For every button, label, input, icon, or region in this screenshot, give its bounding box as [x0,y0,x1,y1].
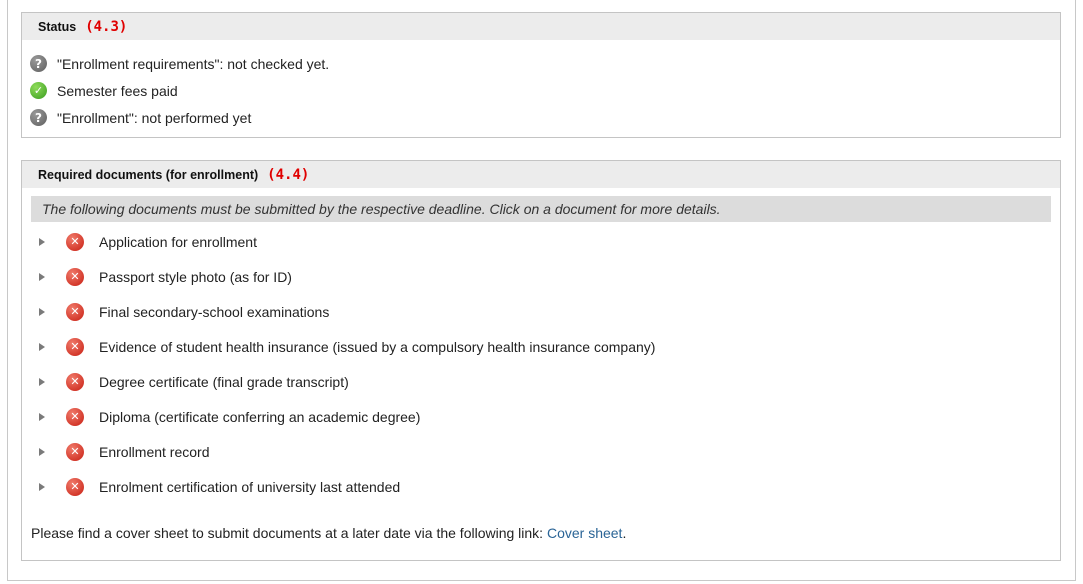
status-item-enrollment [30,104,1060,131]
document-row-enrollment-record[interactable] [22,434,1060,469]
document-label[interactable]: Application for enrollment [99,233,257,250]
document-row-enrolment-certification[interactable] [22,469,1060,504]
expand-arrow-icon[interactable] [39,413,45,421]
document-row-application[interactable] [22,224,1060,259]
expand-arrow-icon[interactable] [39,378,45,386]
document-label[interactable]: Diploma (certificate conferring an academic degree) [99,408,421,425]
status-panel-marker: (4.3) [85,18,128,35]
docs-hint: The following documents must be submitted by the respective deadline. Click on a document for more details. [31,196,1051,222]
required-documents-panel [21,160,1061,561]
cover-sheet-text [31,525,626,541]
check-icon: ✓ [30,82,47,99]
expand-arrow-icon[interactable] [39,273,45,281]
status-list [22,40,1060,131]
outer-frame-right [1075,0,1076,581]
status-item-label: "Enrollment requirements": not checked yet. [57,55,330,72]
status-panel-header [22,13,1060,40]
error-x-icon: ✕ [66,373,84,391]
status-panel [21,12,1061,138]
docs-panel-title: Required documents (for enrollment) [38,167,259,182]
document-label[interactable]: Enrolment certification of university last attended [99,478,401,495]
document-label[interactable]: Evidence of student health insurance (issued by a compulsory health insurance company) [99,338,656,355]
expand-arrow-icon[interactable] [39,483,45,491]
docs-panel-header [22,161,1060,188]
error-x-icon: ✕ [66,408,84,426]
document-row-secondary-exams[interactable] [22,294,1060,329]
status-item-enrollment-requirements [30,50,1060,77]
error-x-icon: ✕ [66,478,84,496]
outer-frame-left [7,0,8,581]
document-row-health-insurance[interactable] [22,329,1060,364]
outer-frame-bottom [7,580,1076,581]
expand-arrow-icon[interactable] [39,343,45,351]
error-x-icon: ✕ [66,303,84,321]
status-panel-title: Status [38,19,77,34]
document-label[interactable]: Enrollment record [99,443,210,460]
expand-arrow-icon[interactable] [39,238,45,246]
error-x-icon: ✕ [66,443,84,461]
status-item-label: "Enrollment": not performed yet [57,109,252,126]
document-row-diploma[interactable] [22,399,1060,434]
cover-sheet-suffix: . [622,525,627,541]
error-x-icon: ✕ [66,268,84,286]
document-row-passport-photo[interactable] [22,259,1060,294]
status-item-label: Semester fees paid [57,82,178,99]
cover-sheet-link[interactable]: Cover sheet [546,525,623,541]
expand-arrow-icon[interactable] [39,308,45,316]
error-x-icon: ✕ [66,233,84,251]
error-x-icon: ✕ [66,338,84,356]
status-item-semester-fees [30,77,1060,104]
document-list [22,222,1060,504]
document-label[interactable]: Degree certificate (final grade transcript) [99,373,349,390]
expand-arrow-icon[interactable] [39,448,45,456]
cover-sheet-prefix: Please find a cover sheet to submit documents at a later date via the following link: [31,525,547,541]
question-icon: ? [30,109,47,126]
document-label[interactable]: Passport style photo (as for ID) [99,268,292,285]
question-icon: ? [30,55,47,72]
docs-panel-marker: (4.4) [267,166,310,183]
document-label[interactable]: Final secondary-school examinations [99,303,330,320]
document-row-degree-certificate[interactable] [22,364,1060,399]
